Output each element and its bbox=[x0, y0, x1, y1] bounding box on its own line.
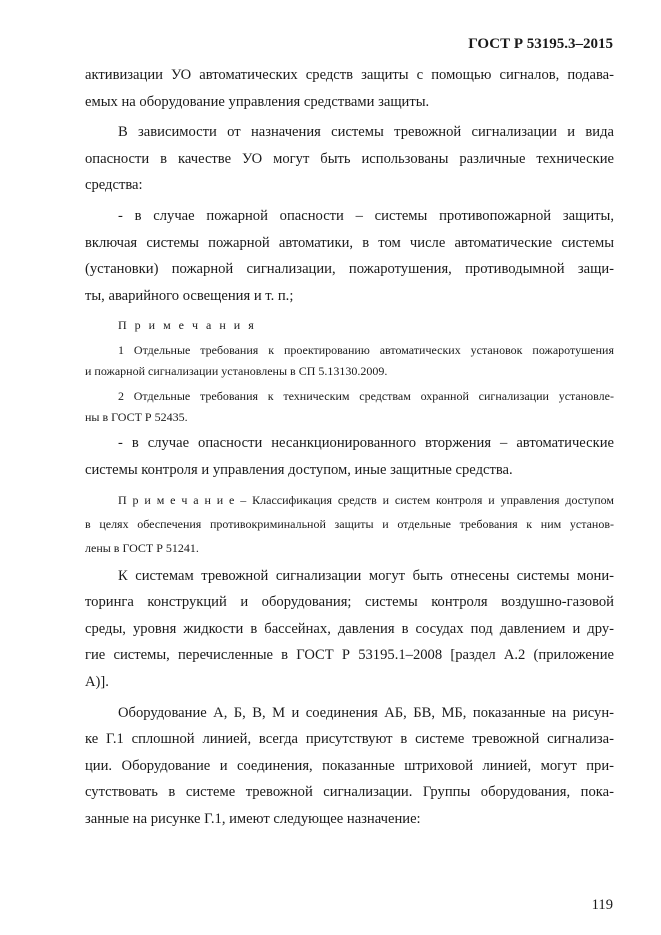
page-body bbox=[85, 66, 614, 832]
text-line: занные на рисунке Г.1, имеют следующее назначение: bbox=[85, 810, 421, 827]
text-line: ке Г.1 сплошной линией, всегда присутствуют в системе тревожной сигнализа- bbox=[85, 731, 614, 748]
paragraph-6 bbox=[85, 700, 614, 833]
note-block-1 bbox=[85, 315, 614, 428]
note-line: в целях обеспечения противокриминальной защиты и отдельные требования к ним установ- bbox=[85, 516, 614, 531]
text-line: включая системы пожарной автоматики, в том числе автоматические системы bbox=[85, 234, 614, 251]
text-line: средства: bbox=[85, 177, 143, 194]
text-line: сутствовать в системе тревожной сигнализации. Группы оборудования, пока- bbox=[85, 784, 614, 801]
paragraph-5 bbox=[85, 563, 614, 696]
paragraph-3 bbox=[85, 203, 614, 309]
text-line: системы контроля и управления доступом, иные защитные средства. bbox=[85, 461, 513, 478]
text-line: - в случае опасности несанкционированного вторжения – автоматические bbox=[118, 435, 614, 452]
text-line: ции. Оборудование и соединения, показанные штриховой линией, могут при- bbox=[85, 757, 614, 774]
page-number: 119 bbox=[591, 897, 613, 913]
text-line: Оборудование А, Б, В, М и соединения АБ, БВ, МБ, показанные на рисун- bbox=[118, 704, 614, 721]
note-line: ны в ГОСТ Р 52435. bbox=[85, 410, 188, 425]
note-line: 2 Отдельные требования к техническим средствам охранной сигнализации установле- bbox=[118, 389, 614, 404]
paragraph-4 bbox=[85, 430, 614, 483]
note-line: П р и м е ч а н и е – Классификация средств и систем контроля и управления доступом bbox=[118, 492, 614, 507]
note-line: и пожарной сигнализации установлены в СП 5.13130.2009. bbox=[85, 364, 388, 379]
note-line: 1 Отдельные требования к проектированию автоматических установок пожаротушения bbox=[118, 343, 614, 358]
text-line: емых на оборудование управления средствами защиты. bbox=[85, 93, 430, 110]
text-line: гие системы, перечисленные в ГОСТ Р 53195.1–2008 [раздел А.2 (приложение bbox=[85, 647, 614, 664]
text-line: В зависимости от назначения системы тревожной сигнализации и вида bbox=[118, 124, 614, 141]
paragraph-2 bbox=[85, 119, 614, 199]
text-line: - в случае пожарной опасности – системы противопожарной защиты, bbox=[118, 207, 614, 224]
text-line: ты, аварийного освещения и т. п.; bbox=[85, 287, 294, 304]
paragraph-1 bbox=[85, 62, 614, 115]
text-line: А)]. bbox=[85, 673, 109, 690]
note-block-2 bbox=[85, 490, 614, 559]
standard-header: ГОСТ Р 53195.3–2015 bbox=[468, 36, 613, 52]
note-heading: П р и м е ч а н и я bbox=[118, 318, 257, 333]
text-line: (установки) пожарной сигнализации, пожаротушения, противодымной защи- bbox=[85, 261, 614, 278]
text-line: К системам тревожной сигнализации могут быть отнесены системы мони- bbox=[118, 567, 614, 584]
text-line: активизации УО автоматических средств защиты с помощью сигналов, подава- bbox=[85, 67, 614, 83]
text-line: среды, уровня жидкости в бассейнах, давления в сосудах под давлением и дру- bbox=[85, 620, 614, 637]
note-line: лены в ГОСТ Р 51241. bbox=[85, 540, 199, 555]
text-line: опасности в качестве УО могут быть использованы различные технические bbox=[85, 150, 614, 167]
text-line: торинга конструкций и оборудования; системы контроля воздушно-газовой bbox=[85, 594, 614, 611]
